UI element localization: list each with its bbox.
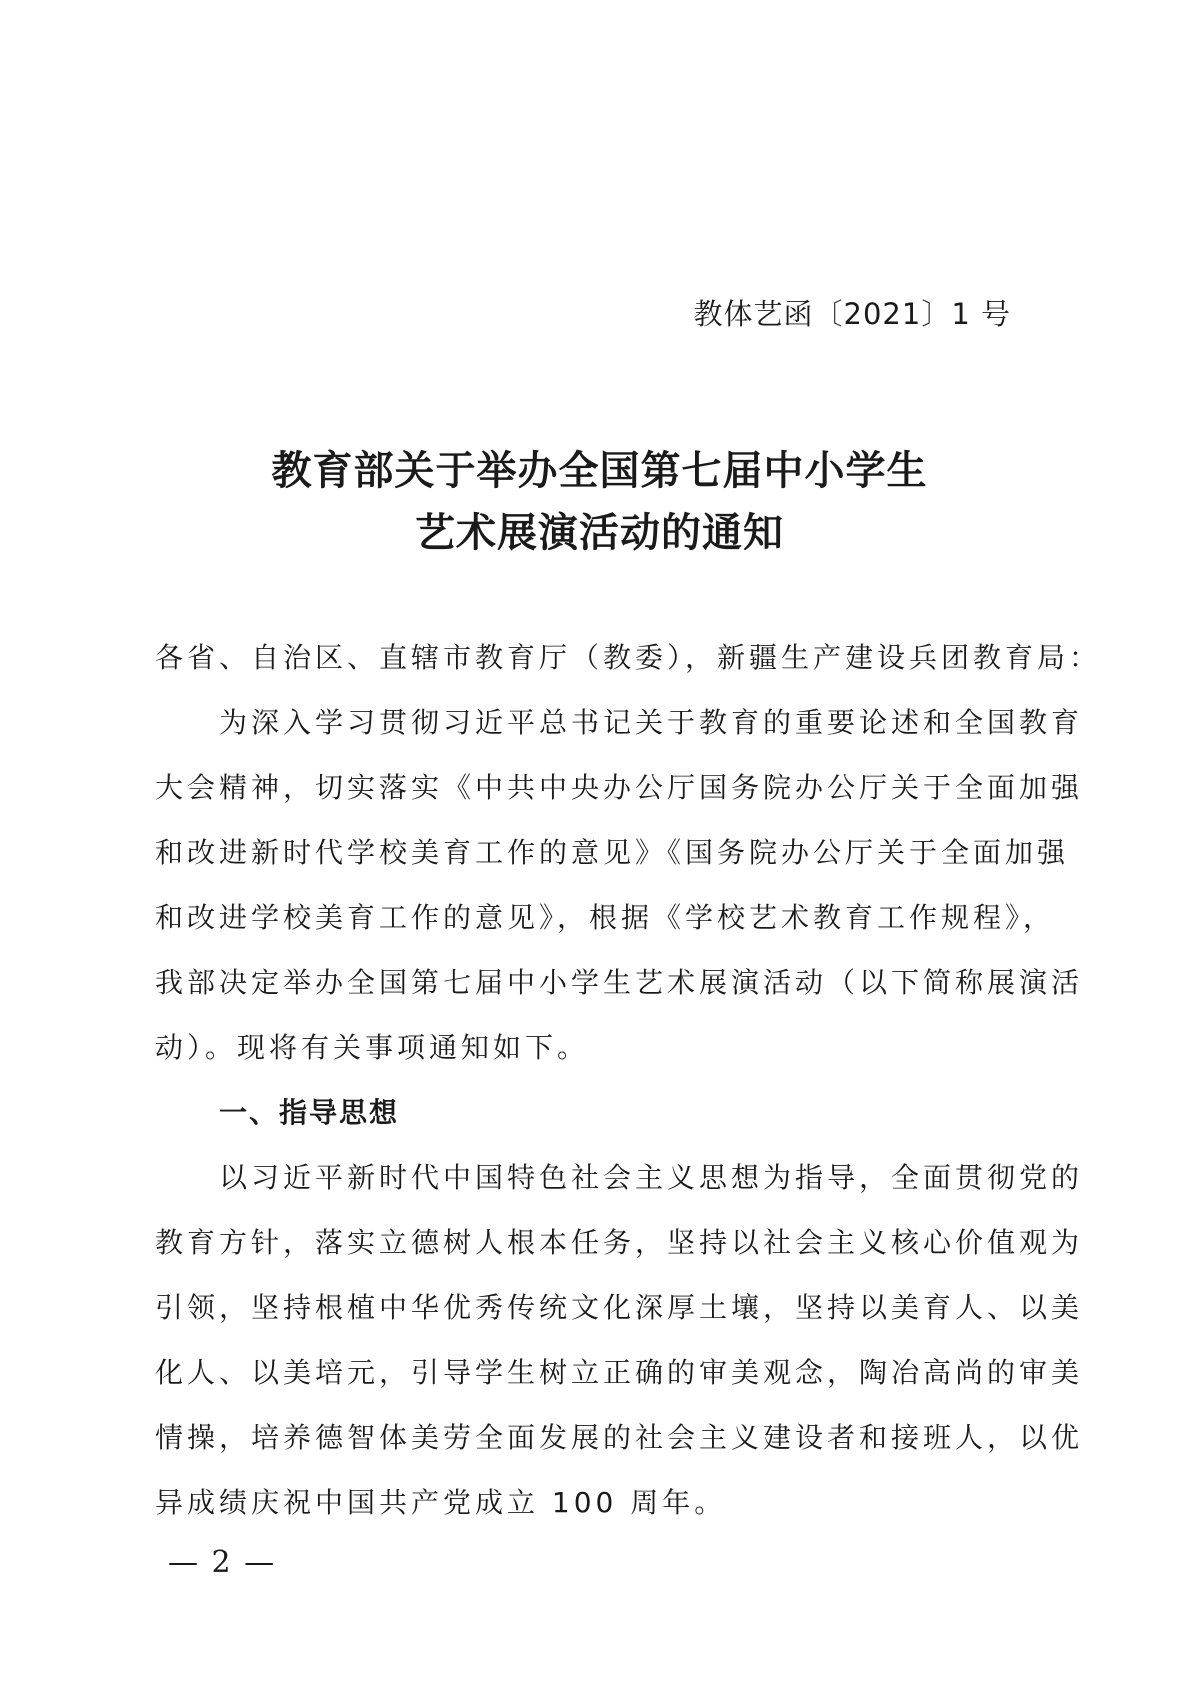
page-number: — 2 — [168,1545,277,1580]
paragraph-2-line: 引领，坚持根植中华优秀传统文化深厚土壤，坚持以美育人、以美 [155,1291,1084,1324]
paragraph-1-line: 和改进新时代学校美育工作的意见》《国务院办公厅关于全面加强 [155,836,1070,869]
document-number: 教体艺函〔2021〕1 号 [693,297,1011,331]
section-heading: 一、指导思想 [219,1096,400,1129]
document-body [155,625,1102,1535]
salutation: 各省、自治区、直辖市教育厅（教委），新疆生产建设兵团教育局： [155,641,1102,674]
paragraph-2-line: 情操，培养德智体美劳全面发展的社会主义建设者和接班人，以优 [155,1421,1084,1454]
paragraph-1-line: 动）。现将有关事项通知如下。 [155,1031,590,1064]
paragraph-1-line: 我部决定举办全国第七届中小学生艺术展演活动（以下简称展演活 [155,966,1084,999]
paragraph-2-line: 化人、以美培元，引导学生树立正确的审美观念，陶冶高尚的审美 [155,1356,1084,1389]
document-title [0,440,1199,564]
paragraph-2-line: 以习近平新时代中国特色社会主义思想为指导，全面贯彻党的 [219,1161,1084,1194]
paragraph-1-line: 和改进学校美育工作的意见》，根据《学校艺术教育工作规程》， [155,901,1056,934]
paragraph-1-line: 大会精神，切实落实《中共中央办公厅国务院办公厅关于全面加强 [155,771,1084,804]
title-line-1: 教育部关于举办全国第七届中小学生 [271,447,928,494]
paragraph-2-line: 异成绩庆祝中国共产党成立 100 周年。 [155,1486,727,1519]
title-line-2: 艺术展演活动的通知 [415,509,784,556]
paragraph-2-line: 教育方针，落实立德树人根本任务，坚持以社会主义核心价值观为 [155,1226,1084,1259]
paragraph-1-line: 为深入学习贯彻习近平总书记关于教育的重要论述和全国教育 [219,706,1084,739]
